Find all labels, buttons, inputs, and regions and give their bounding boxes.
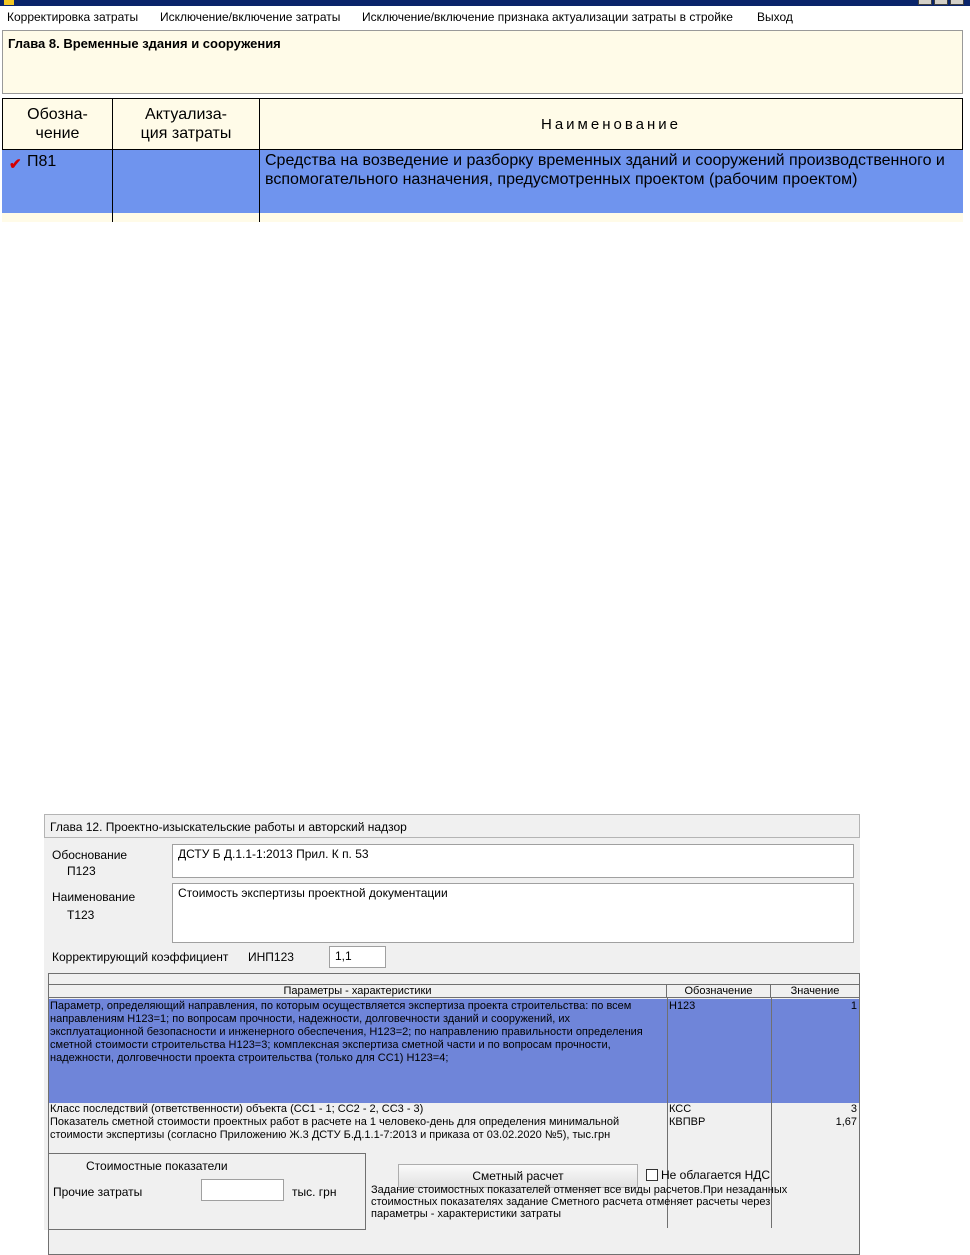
naming-label: Наименование xyxy=(52,890,136,904)
basis-label: Обоснование xyxy=(52,848,128,862)
vat-checkbox[interactable] xyxy=(646,1169,658,1181)
note-text: Задание стоимостных показателей отменяет все виды расчетов.При незаданных стоимостных показателях задание Сметного расчета отменяет расчеты через параметры - характеристики затраты xyxy=(371,1184,788,1220)
cell-code[interactable] xyxy=(2,150,113,213)
header-designation[interactable]: Обозначение xyxy=(667,984,771,998)
grid-divider xyxy=(2,213,113,222)
coefficient-input[interactable]: 1,1 xyxy=(329,946,386,968)
menu-toggle-cost[interactable]: Исключение/включение затраты xyxy=(160,10,341,24)
chapter-title: Глава 8. Временные здания и сооружения xyxy=(8,36,281,51)
cost-indicators-panel xyxy=(48,1153,366,1230)
param-value[interactable]: 3 xyxy=(850,1103,857,1115)
basis-field[interactable]: ДСТУ Б Д.1.1-1:2013 Прил. К п. 53 xyxy=(172,844,854,878)
menu-bar xyxy=(0,6,970,28)
header-param[interactable]: Параметры - характеристики xyxy=(49,984,667,998)
app-icon xyxy=(4,0,14,5)
cost-dialog xyxy=(44,814,860,1230)
param-text[interactable]: Показатель сметной стоимости проектных работ в расчете на 1 человеко-день для определения минимальной стоимости экспертизы (согласно Приложению Ж.3 ДСТУ Б.Д.1.1-7:2013 и приказа от 03.02.2020 №5), тыс.грн xyxy=(50,1116,620,1141)
naming-code: Т123 xyxy=(67,908,95,922)
minimize-button[interactable] xyxy=(918,0,932,5)
grid-divider xyxy=(113,213,260,222)
vat-label[interactable]: Не облагается НДС xyxy=(661,1168,771,1182)
cost-section-title: Стоимостные показатели xyxy=(86,1159,228,1173)
header-actualization[interactable]: Актуализа- ция затраты xyxy=(113,98,260,150)
param-value[interactable]: 1 xyxy=(850,1000,857,1012)
menu-toggle-actualization[interactable]: Исключение/включение признака актуализации затраты в стройке xyxy=(362,10,733,24)
dialog-header xyxy=(44,814,860,838)
close-button[interactable] xyxy=(950,0,964,5)
param-code: Н123 xyxy=(669,1000,696,1012)
menu-edit-cost[interactable]: Корректировка затраты xyxy=(7,10,139,24)
naming-field[interactable]: Стоимость экспертизы проектной документации xyxy=(172,883,854,943)
other-costs-label: Прочие затраты xyxy=(53,1185,143,1199)
basis-code: П123 xyxy=(67,864,96,878)
param-code: КВПВР xyxy=(669,1116,706,1128)
row-name: Средства на возведение и разборку временных зданий и сооружений производственного и вспомогательного назначения, предусмотренных проектом (рабочим проектом) xyxy=(265,152,945,188)
other-costs-unit: тыс. грн xyxy=(292,1185,337,1199)
param-value[interactable]: 1,67 xyxy=(835,1116,857,1128)
coefficient-label: Корректирующий коэффициент xyxy=(52,950,229,964)
cell-name[interactable] xyxy=(260,150,963,213)
cost-grid xyxy=(2,98,963,222)
coefficient-code: ИНП123 xyxy=(248,950,294,964)
maximize-button[interactable] xyxy=(934,0,948,5)
cell-actualization[interactable] xyxy=(113,150,260,213)
other-costs-input[interactable] xyxy=(201,1179,284,1201)
row-code: П81 xyxy=(27,153,57,170)
chapter-panel xyxy=(2,30,963,94)
param-text[interactable]: Параметр, определяющий направления, по которым осуществляется экспертиза проекта строительства: по всем направлениям Н123=1; по вопросам прочности, надежности, долговечности зданий и сооружений, их эксплуатационной безопасности и инженерного обеспечения, Н123=2; по направлению правильности определения сметной стоимости строительства Н123=3; комплексная экспертиза сметной части и по вопросам прочности, надежности, долговечности проекта строительства (только для СС1) Н123=4; xyxy=(50,1000,643,1064)
menu-exit[interactable]: Выход xyxy=(757,10,793,24)
dialog-title: Глава 12. Проектно-изыскательские работы и авторский надзор xyxy=(50,820,407,834)
param-text[interactable]: Класс последствий (ответственности) объекта (СС1 - 1; СС2 - 2, СС3 - 3) xyxy=(50,1103,424,1115)
header-value[interactable]: Значение xyxy=(771,984,859,998)
checkmark-icon: ✔ xyxy=(9,156,22,173)
header-name[interactable]: Наименование xyxy=(260,98,963,150)
header-code[interactable]: Обозна- чение xyxy=(2,98,113,150)
param-code: КСС xyxy=(669,1103,692,1115)
estimate-calc-button[interactable]: Сметный расчет xyxy=(398,1164,638,1188)
